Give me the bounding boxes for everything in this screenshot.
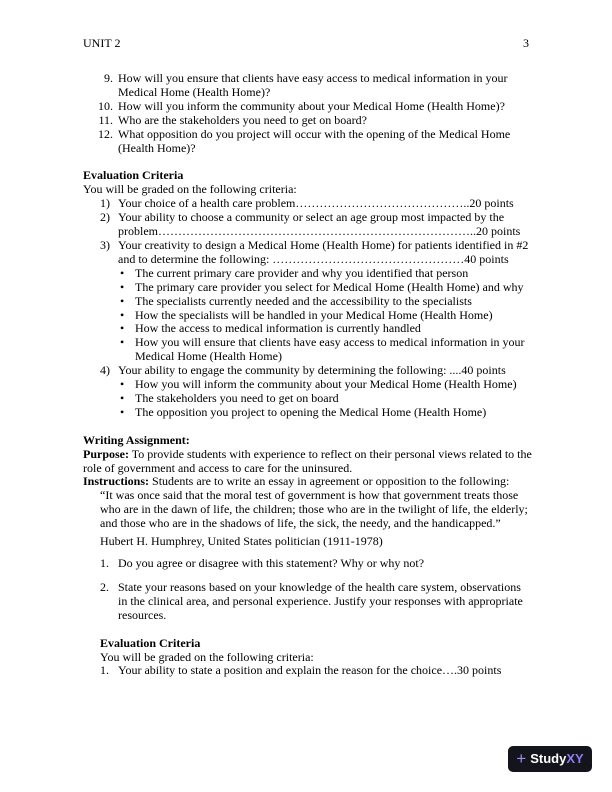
bullet-item	[83, 295, 533, 309]
list-item	[83, 581, 533, 623]
item-number: 3)	[100, 237, 110, 252]
item-number: 1.	[100, 663, 109, 678]
bullet-icon: •	[120, 293, 125, 308]
list-item	[83, 197, 533, 211]
item-text: Who are the stakeholders you need to get on board?	[118, 112, 367, 127]
bullet-icon: •	[120, 335, 125, 350]
item-text: State your reasons based on your knowledge of the health care system, observations in the clinical area, and personal experience. Justify your responses with appropriate resources.	[118, 579, 523, 622]
bullet-text: The primary care provider you select for Medical Home (Health Home) and why	[135, 279, 524, 294]
header-title: UNIT 2	[83, 36, 121, 50]
list-item	[83, 239, 533, 267]
section-heading: Evaluation Criteria	[83, 168, 184, 183]
quote-attribution: Hubert H. Humphrey, United States politician (1911-1978)	[100, 534, 383, 549]
plus-icon: +	[516, 749, 527, 769]
list-item	[83, 128, 533, 156]
bullet-icon: •	[120, 377, 125, 392]
purpose-text: To provide students with experience to reflect on their personal views related to the role of government and access to care for the uninsured.	[83, 446, 532, 475]
item-number: 9.	[104, 71, 113, 85]
logo-text-accent: XY	[566, 751, 584, 767]
bullet-text: The current primary care provider and why you identified that person	[135, 265, 469, 280]
item-text: What opposition do you project will occur with the opening of the Medical Home (Health Home)?	[118, 126, 511, 155]
bullet-text: How you will inform the community about your Medical Home (Health Home)	[135, 377, 517, 392]
list-item	[83, 211, 533, 239]
item-number: 10.	[98, 98, 113, 113]
bullet-text: How the specialists will be handled in your Medical Home (Health Home)	[135, 307, 493, 322]
bullet-icon: •	[120, 390, 125, 405]
bullet-item	[83, 322, 533, 336]
item-number: 2)	[100, 210, 110, 225]
question-list	[83, 72, 533, 155]
item-number: 12.	[98, 126, 113, 141]
item-text: Your choice of a health care problem……………………………………..20 points	[118, 196, 514, 211]
item-text: Your ability to state a position and explain the reason for the choice….30 points	[118, 663, 502, 678]
bullet-icon: •	[120, 404, 125, 419]
item-text: Do you agree or disagree with this statement? Why or why not?	[118, 556, 425, 570]
bullet-item	[83, 309, 533, 323]
bullet-item	[83, 336, 533, 364]
list-item	[83, 664, 533, 678]
logo-text: Study	[530, 751, 567, 767]
section-intro: You will be graded on the following criteria:	[83, 182, 297, 197]
bullet-text: How you will ensure that clients have easy access to medical information in your Medical Home (Health Home)	[135, 335, 525, 364]
item-text: Your ability to choose a community or select an age group most impacted by the problem……………………………………………………………………..20 points	[118, 210, 521, 239]
bullet-item	[83, 281, 533, 295]
bullet-text: The stakeholders you need to get on board	[135, 390, 339, 405]
item-number: 1.	[100, 556, 109, 570]
document-body	[83, 72, 533, 678]
section-intro: You will be graded on the following criteria:	[100, 649, 314, 664]
item-number: 11.	[98, 112, 113, 127]
bullet-icon: •	[120, 279, 125, 294]
purpose-paragraph	[83, 448, 533, 476]
section-heading: Writing Assignment:	[83, 432, 190, 447]
list-item	[83, 364, 533, 378]
bullet-text: How the access to medical information is currently handled	[135, 321, 421, 336]
section-heading: Evaluation Criteria	[100, 635, 201, 650]
list-item	[83, 72, 533, 100]
bullet-list	[83, 378, 533, 420]
quote: “It was once said that the moral test of government is how that government treats those who are in the dawn of life, the children; those who are in the twilight of life, the elderly; and those who are in the shadows of life, the sick, the needy, and the handicapped.”	[100, 488, 528, 531]
bullet-icon: •	[120, 265, 125, 280]
bullet-item	[83, 392, 533, 406]
studyxy-logo[interactable]	[508, 746, 592, 772]
page-number: 3	[523, 36, 529, 50]
instructions-paragraph	[83, 475, 533, 489]
item-text: Your ability to engage the community by determining the following: ....40 points	[118, 363, 506, 378]
list-item	[83, 114, 533, 128]
bullet-text: The opposition you project to opening the Medical Home (Health Home)	[135, 404, 487, 419]
instructions-text: Students are to write an essay in agreement or opposition to the following:	[152, 474, 510, 489]
purpose-label: Purpose:	[83, 446, 129, 461]
bullet-item	[83, 267, 533, 281]
bullet-item	[83, 406, 533, 420]
item-text: How will you ensure that clients have easy access to medical information in your Medical Home (Health Home)?	[118, 71, 508, 99]
item-text: Your creativity to design a Medical Home (Health Home) for patients identified in #2 and to determine the following: …………………………………………40 points	[118, 237, 529, 266]
item-text: How will you inform the community about your Medical Home (Health Home)?	[118, 98, 505, 113]
bullet-icon: •	[120, 321, 125, 336]
item-number: 2.	[100, 579, 109, 594]
list-item	[83, 100, 533, 114]
bullet-icon: •	[120, 307, 125, 322]
bullet-item	[83, 378, 533, 392]
page-header	[83, 37, 529, 51]
item-number: 1)	[100, 196, 110, 211]
item-number: 4)	[100, 363, 110, 378]
list-item	[83, 557, 533, 571]
bullet-list	[83, 267, 533, 364]
instructions-label: Instructions:	[83, 474, 150, 489]
bullet-text: The specialists currently needed and the accessibility to the specialists	[135, 293, 472, 308]
